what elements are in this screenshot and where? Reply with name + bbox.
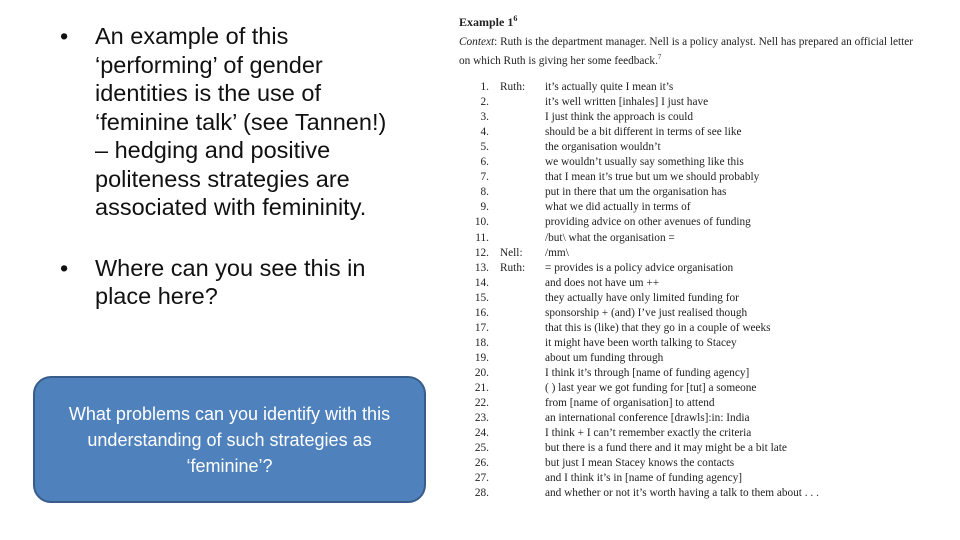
line-utterance: sponsorship + (and) I’ve just realised though — [545, 306, 748, 319]
line-number: 17. — [474, 321, 489, 334]
line-utterance: /mm\ — [545, 246, 569, 259]
line-number: 15. — [474, 291, 489, 304]
example-title-text: Example 1 — [459, 15, 514, 29]
line-utterance: should be a bit different in terms of see like — [545, 126, 742, 139]
bullet-item — [60, 254, 405, 311]
line-utterance: it’s well written [inhales] I just have — [545, 96, 709, 109]
line-number: 8. — [480, 186, 489, 199]
bullet-dot-icon: • — [60, 254, 69, 281]
context-label: Context — [459, 36, 495, 48]
line-number: 18. — [474, 336, 489, 349]
context-text: : Ruth is the department manager. Nell is a policy analyst. Nell has prepared an official letter on which Ruth is giving her some feedback. — [459, 36, 914, 67]
bullet-text: An example of this ‘performing’ of gender identities is the use of ‘feminine talk’ (see Tannen!) – hedging and positive politeness strategies are associated with femininity. — [95, 23, 387, 220]
transcript-excerpt — [459, 10, 939, 500]
callout-text: What problems can you identify with this understanding of such strategies as ‘feminine’? — [68, 403, 391, 476]
line-utterance: I think it’s through [name of funding agency] — [545, 366, 750, 379]
line-utterance: it might have been worth talking to Stacey — [545, 336, 737, 349]
line-number: 4. — [480, 126, 489, 139]
line-number: 16. — [474, 306, 489, 319]
line-number: 2. — [480, 96, 489, 109]
line-number: 22. — [474, 397, 489, 410]
line-utterance: and does not have um ++ — [545, 276, 660, 289]
line-number: 19. — [474, 351, 489, 364]
line-number: 3. — [480, 111, 489, 124]
line-number: 23. — [474, 412, 489, 425]
line-speaker: Ruth: — [500, 81, 526, 93]
line-number: 25. — [474, 442, 489, 455]
line-utterance: ( ) last year we got funding for [tut] a someone — [545, 382, 757, 394]
line-number: 10. — [474, 216, 489, 229]
line-number: 28. — [474, 487, 489, 500]
line-utterance: I just think the approach is could — [545, 111, 694, 124]
example-title — [459, 10, 939, 31]
bullet-item — [60, 22, 405, 222]
example-title-footnote: 6 — [513, 14, 518, 23]
line-utterance: providing advice on other avenues of funding — [545, 216, 751, 229]
line-number: 9. — [480, 201, 489, 214]
bullet-list — [60, 22, 405, 311]
callout-box — [33, 376, 426, 503]
bullet-text: Where can you see this in place here? — [95, 254, 366, 309]
line-utterance: they actually have only limited funding for — [545, 291, 739, 304]
line-number: 5. — [480, 141, 489, 154]
line-utterance: what we did actually in terms of — [545, 201, 691, 214]
line-utterance: it’s actually quite I mean it’s — [545, 81, 674, 93]
line-utterance: = provides is a policy advice organisation — [545, 261, 734, 274]
line-number: 11. — [475, 231, 489, 244]
line-utterance: we wouldn’t usually say something like this — [545, 156, 744, 169]
line-utterance: an international conference [drawls]:in: India — [545, 412, 750, 425]
line-utterance: from [name of organisation] to attend — [545, 397, 715, 410]
line-utterance: and I think it’s in [name of funding agency] — [545, 472, 743, 485]
line-utterance: put in there that um the organisation has — [545, 186, 727, 199]
line-speaker: Ruth: — [500, 261, 526, 274]
line-number: 1. — [480, 81, 489, 93]
line-number: 24. — [474, 427, 489, 440]
line-utterance: /but\ what the organisation = — [545, 231, 675, 244]
line-number: 27. — [474, 472, 489, 485]
line-speaker: Nell: — [500, 246, 523, 259]
line-utterance: and whether or not it’s worth having a talk to them about . . . — [545, 487, 819, 500]
line-utterance: but just I mean Stacey knows the contacts — [545, 457, 735, 470]
line-utterance: I think + I can’t remember exactly the criteria — [545, 427, 752, 440]
line-utterance: that I mean it’s true but um we should probably — [545, 171, 760, 184]
line-utterance: about um funding through — [545, 351, 664, 364]
line-number: 20. — [474, 366, 489, 379]
line-utterance: but there is a fund there and it may might be a bit late — [545, 442, 787, 455]
line-number: 7. — [480, 171, 489, 184]
line-number: 26. — [474, 457, 489, 470]
line-utterance: that this is (like) that they go in a couple of weeks — [545, 321, 771, 334]
line-number: 14. — [474, 276, 489, 289]
example-context — [459, 35, 927, 69]
line-number: 13. — [474, 261, 489, 274]
line-number: 21. — [474, 382, 489, 394]
line-utterance: the organisation wouldn’t — [545, 141, 661, 154]
bullet-dot-icon: • — [60, 23, 69, 49]
line-number: 12. — [474, 246, 489, 259]
context-footnote: 7 — [657, 53, 662, 61]
line-number: 6. — [480, 156, 489, 169]
